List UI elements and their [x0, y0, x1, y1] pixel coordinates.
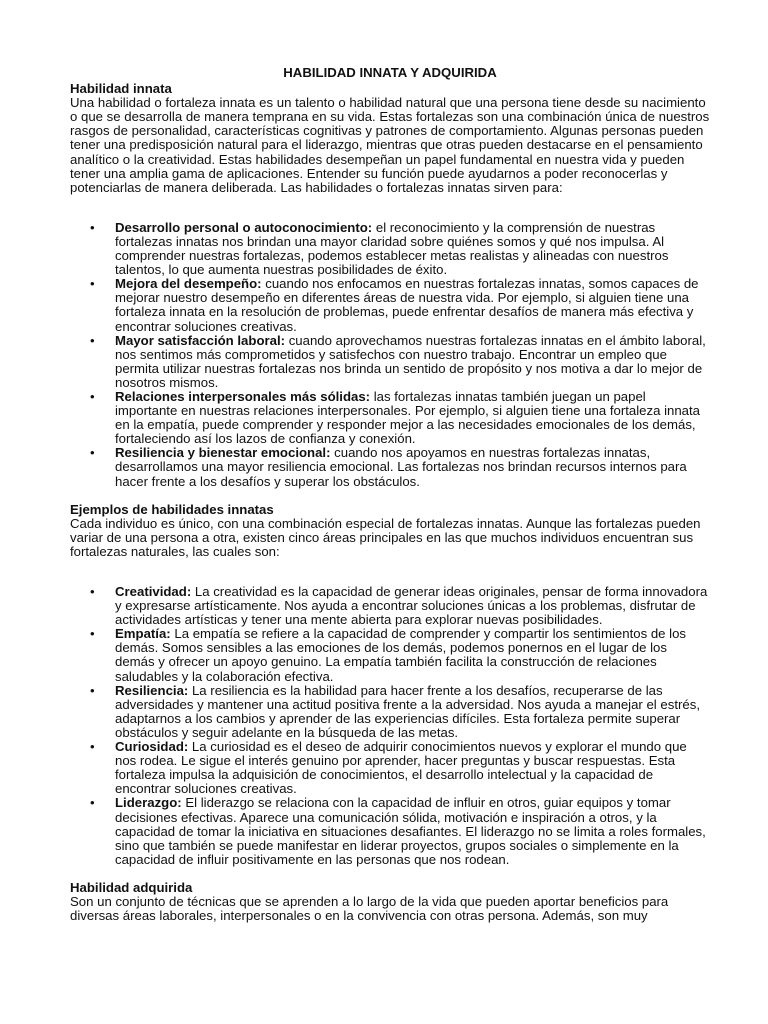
bullet-icon: •	[90, 584, 95, 599]
list-item-text: La resiliencia es la habilidad para hacer frente a los desafíos, recuperarse de las adversidades y mantener una actitud positiva frente a la adversidad. Nos ayuda a manejar el estrés, adaptarnos a los cambios y aprender de las experiencias difíciles. Esta fortaleza permite superar obstáculos y seguir adelante en la búsqueda de las metas.	[115, 682, 700, 740]
benefits-list	[70, 221, 710, 489]
bullet-icon: •	[90, 388, 95, 404]
bullet-icon: •	[90, 276, 95, 292]
section-heading-acquired: Habilidad adquirida	[70, 879, 193, 895]
list-item	[70, 585, 710, 627]
list-item-term: Resiliencia:	[115, 682, 189, 698]
examples-list	[70, 585, 710, 867]
list-item-term: Mejora del desempeño:	[115, 276, 262, 292]
bullet-icon: •	[90, 445, 95, 461]
document-title: HABILIDAD INNATA Y ADQUIRIDA	[283, 65, 497, 80]
list-item-text: cuando nos enfocamos en nuestras fortalezas innatas, somos capaces de mejorar nuestro desempeño en diferentes áreas de nuestra vida. Por ejemplo, si alguien tiene una fortaleza innata en la resolución de problemas, puede enfrentar desafíos de manera más efectiva y encontrar soluciones creativas.	[115, 276, 699, 334]
list-item-term: Creatividad:	[115, 584, 192, 599]
document-page	[70, 66, 710, 923]
list-item-text: La empatía se refiere a la capacidad de comprender y compartir los sentimientos de los demás. Somos sensibles a las emociones de los demás, podemos ponernos en el lugar de los demás y ofrecer un apoyo genuino. La empatía también facilita la construcción de relaciones saludables y la colaboración efectiva.	[115, 626, 687, 684]
list-item	[70, 684, 710, 740]
bullet-icon: •	[90, 739, 95, 755]
list-item-text: el reconocimiento y la comprensión de nuestras fortalezas innatas nos brindan una mayor claridad sobre quiénes somos y qué nos impulsa. Al comprender nuestras fortalezas, podemos establecer metas realistas y alineadas con nuestros talentos, lo que aumenta nuestras posibilidades de éxito.	[115, 219, 669, 278]
list-item	[70, 627, 710, 683]
list-item	[70, 796, 710, 866]
list-item-term: Resiliencia y bienestar emocional:	[115, 445, 331, 461]
list-item-term: Relaciones interpersonales más sólidas:	[115, 388, 371, 404]
section-intro-examples: Cada individuo es único, con una combinación especial de fortalezas innatas. Aunque las fortalezas pueden variar de una persona a otra, existen cinco áreas principales en las que muchos individuos encuentran sus fortalezas naturales, las cuales son:	[70, 515, 701, 559]
section-intro-innate: Una habilidad o fortaleza innata es un talento o habilidad natural que una persona tiene desde su nacimiento o que se desarrolla de manera temprana en su vida. Estas fortalezas son una combinación única de nuestros rasgos de personalidad, características cognitivas y patrones de comportamiento. Algunas personas pueden tener una predisposición natural para el liderazgo, mientras que otras pueden destacarse en el pensamiento analítico o la creatividad. Estas habilidades desempeñan un papel fundamental en nuestra vida y pueden tener una amplia gama de aplicaciones. Entender su función puede ayudarnos a poder reconocerlas y potenciarlas de manera deliberada. Las habilidades o fortalezas innatas sirven para:	[70, 95, 710, 195]
section-heading-examples: Ejemplos de habilidades innatas	[70, 501, 274, 517]
list-item-term: Empatía:	[115, 626, 171, 642]
bullet-icon: •	[90, 795, 95, 811]
list-item-text: cuando nos apoyamos en nuestras fortalezas innatas, desarrollamos una mayor resiliencia emocional. Las fortalezas nos brindan recursos internos para hacer frente a los desafíos y superar los obstáculos.	[115, 445, 687, 489]
section-intro-acquired: Son un conjunto de técnicas que se aprenden a lo largo de la vida que pueden aportar beneficios para diversas áreas laborales, interpersonales o en la convivencia con otras persona. Además, son muy	[70, 893, 669, 924]
list-item	[70, 446, 710, 488]
list-item-term: Desarrollo personal o autoconocimiento:	[115, 219, 373, 235]
list-item-text: cuando aprovechamos nuestras fortalezas innatas en el ámbito laboral, nos sentimos más comprometidos y satisfechos con nuestro trabajo. Encontrar un empleo que permita utilizar nuestras fortalezas nos brinda un sentido de propósito y nos motiva a dar lo mejor de nosotros mismos.	[115, 332, 706, 390]
list-item	[70, 277, 710, 333]
list-item-text: las fortalezas innatas también juegan un papel importante en nuestras relaciones interpersonales. Por ejemplo, si alguien tiene una fortaleza innata en la empatía, puede comprender y responder mejor a las necesidades emocionales de los demás, fortaleciendo así los lazos de confianza y conexión.	[115, 388, 700, 447]
bullet-icon: •	[90, 626, 95, 642]
bullet-icon: •	[90, 682, 95, 698]
list-item-text: La curiosidad es el deseo de adquirir conocimientos nuevos y explorar el mundo que nos rodea. Le sigue el interés genuino por aprender, hacer preguntas y buscar respuestas. Esta fortaleza impulsa la adquisición de conocimientos, el desarrollo intelectual y la capacidad de encontrar soluciones creativas.	[115, 739, 687, 797]
list-item	[70, 740, 710, 796]
list-item	[70, 221, 710, 277]
list-item	[70, 390, 710, 446]
list-item-text: El liderazgo se relaciona con la capacidad de influir en otros, guiar equipos y tomar decisiones efectivas. Aparece una comunicación sólida, motivación e inspiración a otros, y la capacidad de tomar la iniciativa en situaciones desafiantes. El liderazgo no se limita a roles formales, sino que también se puede manifestar en liderar proyectos, grupos sociales o simplemente en la capacidad de influir positivamente en las personas que nos rodean.	[115, 795, 706, 867]
list-item-term: Mayor satisfacción laboral:	[115, 332, 286, 348]
bullet-icon: •	[90, 219, 95, 235]
bullet-icon: •	[90, 332, 95, 348]
list-item-text: La creatividad es la capacidad de generar ideas originales, pensar de forma innovadora y expresarse artísticamente. Nos ayuda a encontrar soluciones únicas a los problemas, disfrutar de actividades artísticas y tener una mente abierta para explorar nuevas posibilidades.	[115, 584, 708, 628]
list-item	[70, 334, 710, 390]
list-item-term: Curiosidad:	[115, 739, 189, 755]
list-item-term: Liderazgo:	[115, 795, 182, 811]
section-heading-innate: Habilidad innata	[70, 81, 172, 97]
